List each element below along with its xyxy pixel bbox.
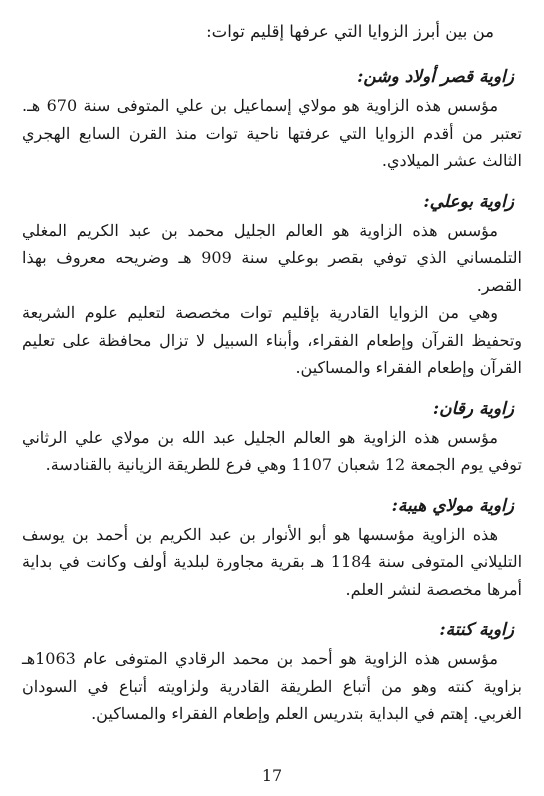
section-paragraph: وهي من الزوايا القادرية بإقليم توات مخصصة لتعليم علوم الشريعة وتحفيظ القرآن وإطعام الفقراء، وأبناء السبيل لا تزال محافظة على تعليم القرآن وإطعام الفقراء والمساكين. (22, 303, 522, 377)
section-title: زاوية بوعلي: (423, 191, 514, 212)
section-paragraph: هذه الزاوية مؤسسها هو أبو الأنوار بن عبد الكريم بن أحمد بن يوسف التليلاني المتوفى سنة 1184 هـ بقرية مجاورة لبلدية أولف وكانت في بداية أمرها مخصصة لنشر العلم. (22, 524, 523, 599)
page-number: 17 (261, 766, 283, 785)
page-content (22, 18, 522, 796)
section-title: زاوية مولاي هيبة: (391, 495, 514, 516)
section-title: زاوية قصر أولاد وشن: (357, 67, 514, 87)
section-paragraph: مؤسس هذه الزاوية هو العالم الجليل عبد الله بن مولاي علي الرثاني توفي يوم الجمعة 12 شعبان 1107 وهي فرع للطريقة الزيانية بالقنادسة. (22, 427, 522, 474)
section-moulay-hiba (22, 493, 522, 604)
section-title: زاوية كنتة: (439, 620, 514, 640)
section-title: زاوية رقان: (432, 398, 514, 419)
section-reggane (22, 396, 522, 479)
section-paragraph: مؤسس هذه الزاوية هو العالم الجليل محمد بن عبد الكريم المغلي التلمساني الذي توفي بقصر بوعلي سنة 909 هـ وضريحه معروف بهذا القصر. (22, 220, 522, 295)
section-awlad-washen (22, 64, 522, 175)
section-kounta (22, 617, 522, 728)
section-bouali (22, 189, 522, 382)
intro-text: من بين أبرز الزوايا التي عرفها إقليم توات: (206, 22, 494, 41)
section-paragraph: مؤسس هذه الزاوية هو مولاي إسماعيل بن علي المتوفى سنة 670 هـ. تعتبر من أقدم الزوايا التي عرفتها ناحية توات منذ القرن السابع الهجري الثالث عشر الميلادي. (22, 96, 522, 170)
section-paragraph: مؤسس هذه الزاوية هو أحمد بن محمد الرقادي المتوفى عام 1063هـ بزاوية كنته وهو من أتباع الطريقة القادرية ولزاويته أتباع في السودان الغربي. إهتم في البداية بتدريس العلم وإطعام الفقراء والمساكين. (22, 649, 522, 723)
